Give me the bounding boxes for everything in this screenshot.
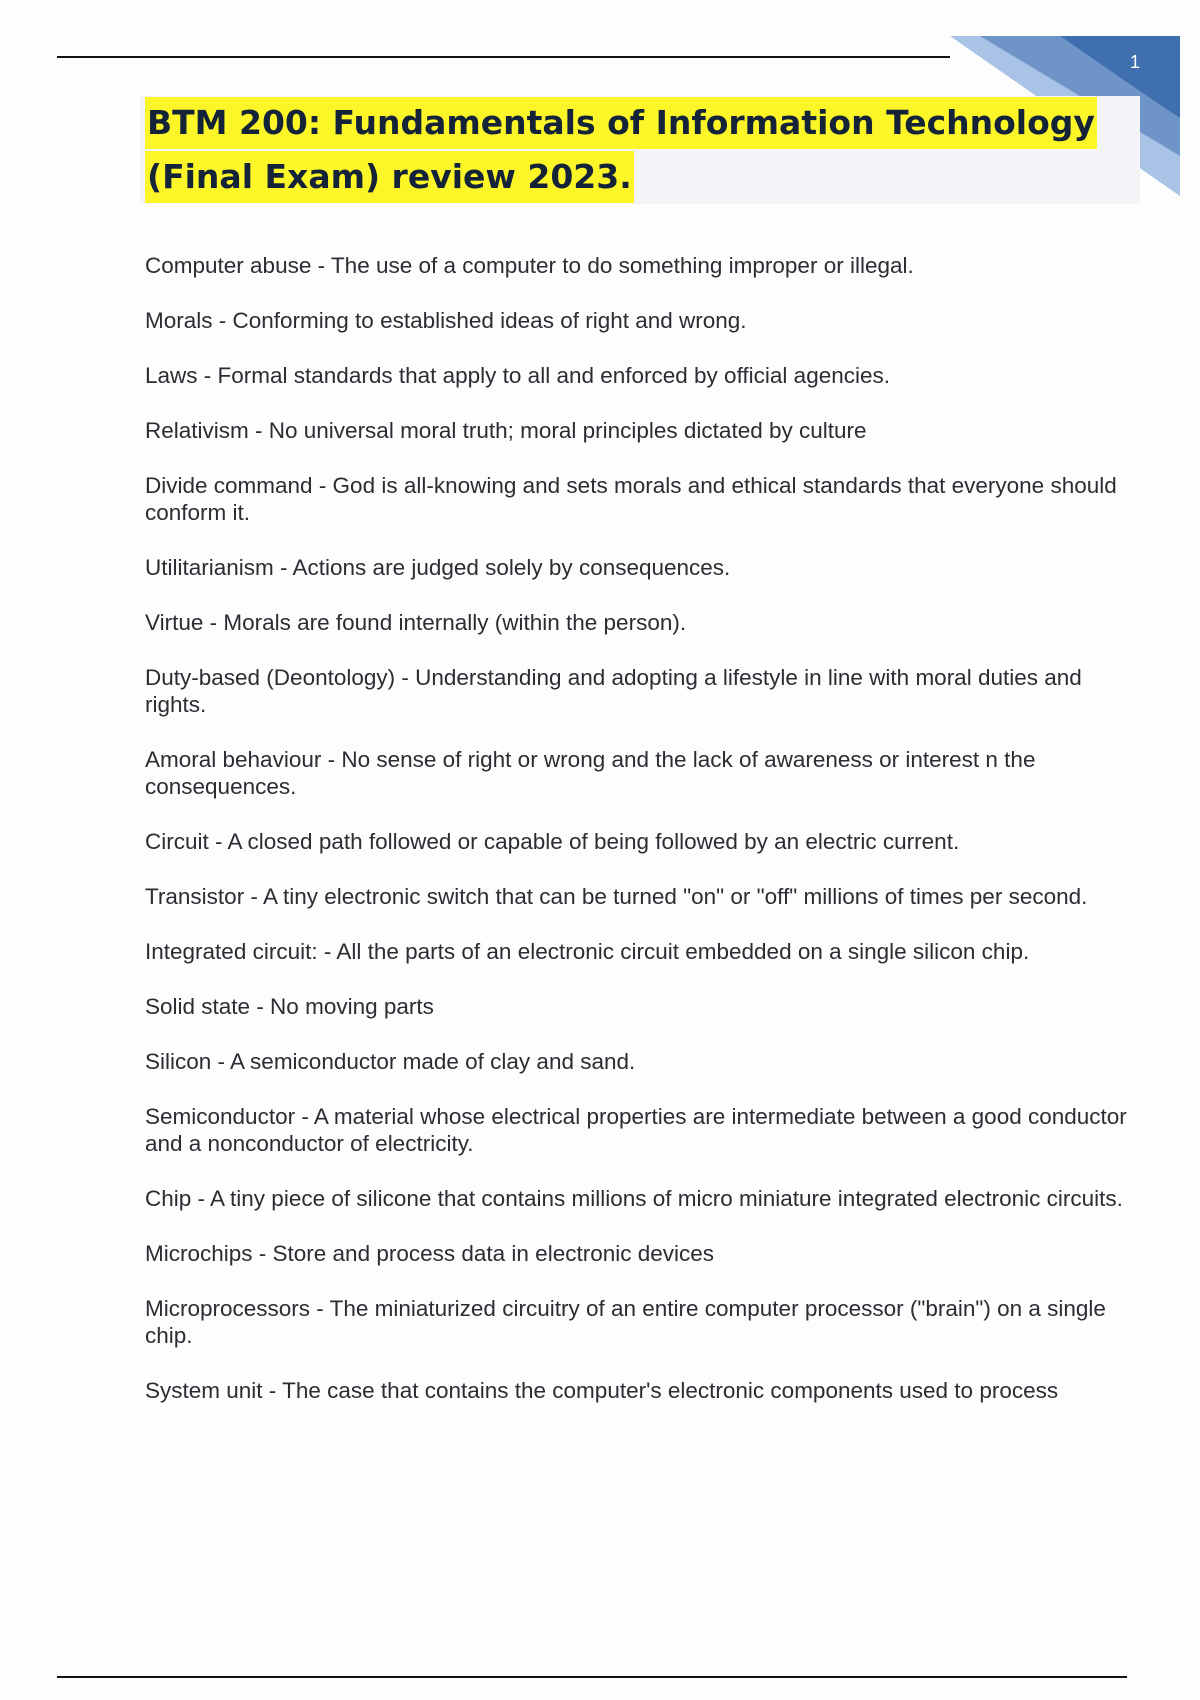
glossary-entry: Integrated circuit: - All the parts of an electronic circuit embedded on a single silicon chip. (145, 939, 1030, 964)
glossary-entry: Microchips - Store and process data in electronic devices (145, 1241, 715, 1266)
glossary-entry: Virtue - Morals are found internally (within the person). (145, 610, 687, 635)
glossary-entry: Solid state - No moving parts (145, 994, 434, 1019)
glossary-entry: Relativism - No universal moral truth; moral principles dictated by culture (145, 418, 867, 443)
glossary-entry: Circuit - A closed path followed or capable of being followed by an electric current. (145, 829, 960, 854)
glossary-entry: Morals - Conforming to established ideas of right and wrong. (145, 308, 747, 333)
document-title-line-2: (Final Exam) review 2023. (145, 151, 634, 203)
glossary-list (145, 252, 1130, 1432)
glossary-entry: Chip - A tiny piece of silicone that contains millions of micro miniature integrated electronic circuits. (145, 1186, 1123, 1211)
document-title-line-1: BTM 200: Fundamentals of Information Technology (145, 97, 1097, 149)
glossary-entry: System unit - The case that contains the computer's electronic components used to process (145, 1378, 1059, 1403)
glossary-entry: Amoral behaviour - No sense of right or wrong and the lack of awareness or interest n the consequences. (145, 747, 1036, 799)
glossary-entry: Semiconductor - A material whose electrical properties are intermediate between a good conductor and a nonconductor of electricity. (145, 1104, 1127, 1156)
glossary-entry: Microprocessors - The miniaturized circuitry of an entire computer processor ("brain") on a single chip. (145, 1296, 1106, 1348)
glossary-entry: Transistor - A tiny electronic switch that can be turned "on" or "off" millions of times per second. (145, 884, 1088, 909)
glossary-entry: Laws - Formal standards that apply to all and enforced by official agencies. (145, 363, 890, 388)
header-rule (57, 56, 950, 58)
footer-rule (57, 1676, 1127, 1678)
page-number: 1 (1129, 52, 1140, 72)
glossary-entry: Utilitarianism - Actions are judged solely by consequences. (145, 555, 731, 580)
glossary-entry: Divide command - God is all-knowing and sets morals and ethical standards that everyone should conform it. (145, 473, 1117, 525)
glossary-entry: Computer abuse - The use of a computer to do something improper or illegal. (145, 253, 914, 278)
glossary-entry: Duty-based (Deontology) - Understanding and adopting a lifestyle in line with moral duties and rights. (145, 665, 1082, 717)
glossary-entry: Silicon - A semiconductor made of clay and sand. (145, 1049, 636, 1074)
